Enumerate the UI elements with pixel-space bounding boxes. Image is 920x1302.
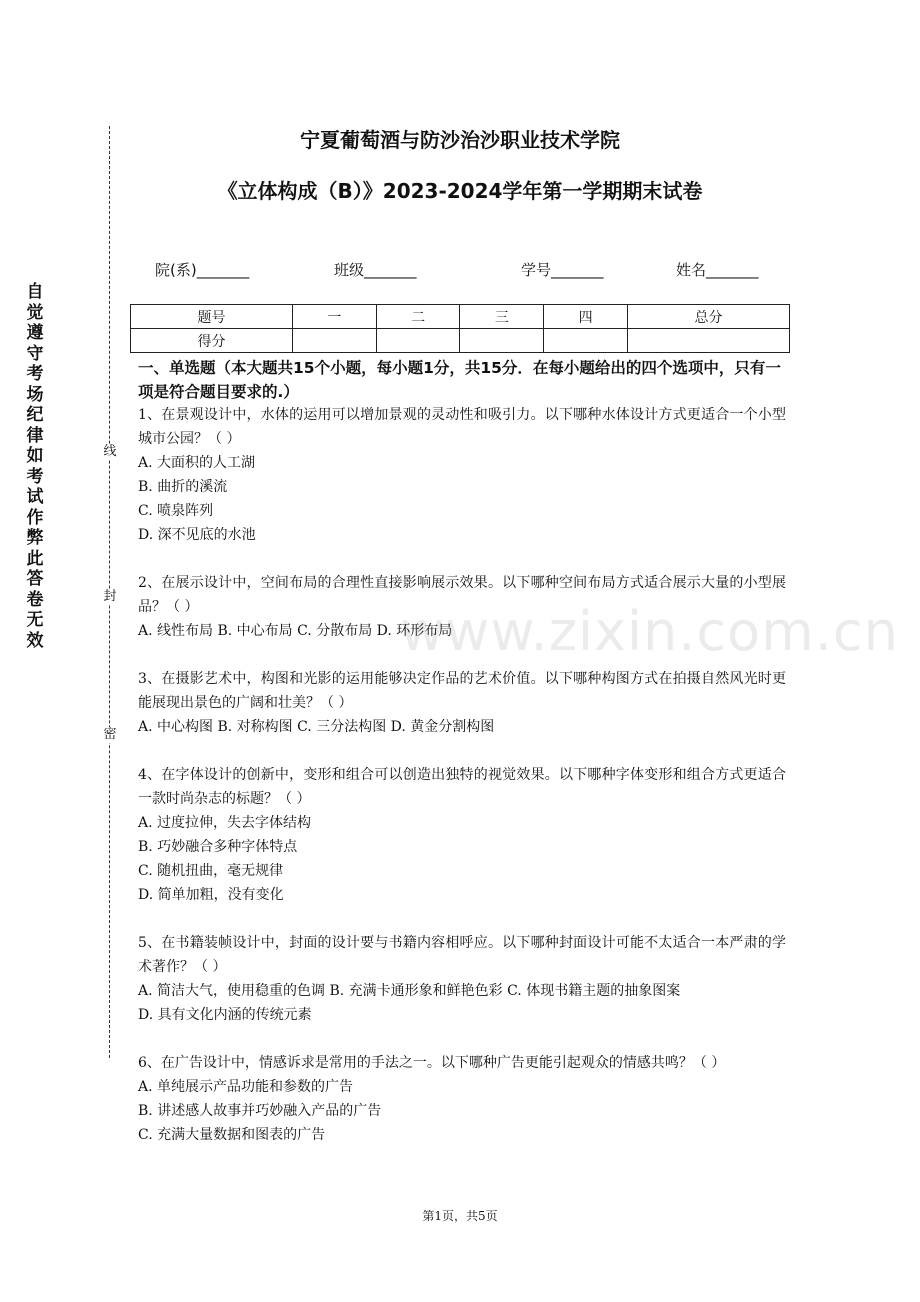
question-option: B. 讲述感人故事并巧妙融入产品的广告 — [138, 1103, 382, 1119]
school-title: 宁夏葡萄酒与防沙治沙职业技术学院 — [300, 128, 620, 152]
question-stem: 1、在景观设计中，水体的运用可以增加景观的灵动性和吸引力。以下哪种水体设计方式更适合一个小型城市公园？（ ） — [138, 407, 786, 447]
question-stem: 2、在展示设计中，空间布局的合理性直接影响展示效果。以下哪种空间布局方式适合展示大量的小型展品？（ ） — [138, 575, 786, 615]
dept-field: 院(系)_______ — [155, 261, 250, 279]
question-option: A. 过度拉伸，失去字体结构 — [138, 815, 312, 831]
seal-mark-seal: 封 — [103, 589, 117, 604]
question-option: D. 简单加粗，没有变化 — [138, 887, 284, 903]
question-1 — [138, 403, 786, 547]
score-cell — [460, 329, 544, 353]
question-5 — [138, 931, 786, 1027]
score-cell — [628, 329, 790, 353]
question-4 — [138, 763, 786, 907]
score-cell — [292, 329, 376, 353]
page-footer: 第1页，共5页 — [422, 1209, 498, 1223]
question-option: C. 随机扭曲，毫无规律 — [138, 863, 284, 879]
name-field: 姓名_______ — [676, 261, 759, 279]
score-header-cell: 三 — [460, 305, 544, 329]
exam-title: 《立体构成（B）》2023-2024学年第一学期期末试卷 — [217, 179, 703, 203]
question-option: B. 巧妙融合多种字体特点 — [138, 839, 298, 855]
question-stem: 3、在摄影艺术中，构图和光影的运用能够决定作品的艺术价值。以下哪种构图方式在拍摄自然风光时更能展现出景色的广阔和壮美？（ ） — [138, 671, 786, 711]
score-header-cell: 一 — [292, 305, 376, 329]
question-stem: 4、在字体设计的创新中，变形和组合可以创造出独特的视觉效果。以下哪种字体变形和组合方式更适合一款时尚杂志的标题？（ ） — [138, 767, 786, 807]
question-6 — [138, 1051, 786, 1147]
question-option: A. 线性布局 B. 中心布局 C. 分散布局 D. 环形布局 — [138, 623, 453, 639]
question-list — [138, 403, 786, 1171]
question-option: D. 深不见底的水池 — [138, 527, 256, 543]
score-header-cell: 二 — [376, 305, 460, 329]
question-option: D. 具有文化内涵的传统元素 — [138, 1007, 312, 1023]
section-heading: 一、单选题（本大题共15个小题，每小题1分，共15分．在每小题给出的四个选项中，只有一项是符合题目要求的.） — [138, 359, 781, 401]
question-option: A. 中心构图 B. 对称构图 C. 三分法构图 D. 黄金分割构图 — [138, 719, 495, 735]
score-cell — [544, 329, 628, 353]
score-cell — [376, 329, 460, 353]
question-option: A. 单纯展示产品功能和参数的广告 — [138, 1079, 354, 1095]
class-field: 班级_______ — [334, 261, 417, 279]
watermark: www.zixin.com.cn — [400, 600, 899, 663]
score-table — [130, 304, 790, 353]
question-option: B. 曲折的溪流 — [138, 479, 228, 495]
student-id-field: 学号_______ — [521, 261, 604, 279]
exam-discipline-note: 自觉遵守考场纪律如考试作弊此答卷无效 — [26, 282, 44, 651]
score-table-header-row — [131, 305, 790, 329]
seal-mark-line: 线 — [103, 444, 117, 459]
question-stem: 5、在书籍装帧设计中，封面的设计要与书籍内容相呼应。以下哪种封面设计可能不太适合一本严肃的学术著作？（ ） — [138, 935, 786, 975]
score-header-cell: 总分 — [628, 305, 790, 329]
score-row-label: 得分 — [131, 329, 293, 353]
seal-mark-secret: 密 — [103, 727, 117, 742]
question-option: C. 喷泉阵列 — [138, 503, 214, 519]
question-option: A. 大面积的人工湖 — [138, 455, 256, 471]
score-table-score-row — [131, 329, 790, 353]
score-header-cell: 四 — [544, 305, 628, 329]
question-option: C. 充满大量数据和图表的广告 — [138, 1127, 326, 1143]
question-option: A. 简洁大气，使用稳重的色调 B. 充满卡通形象和鲜艳色彩 C. 体现书籍主题的抽象图案 — [138, 983, 681, 999]
question-stem: 6、在广告设计中，情感诉求是常用的手法之一。以下哪种广告更能引起观众的情感共鸣？（ ） — [138, 1055, 726, 1071]
question-3 — [138, 667, 786, 739]
score-header-cell: 题号 — [131, 305, 293, 329]
